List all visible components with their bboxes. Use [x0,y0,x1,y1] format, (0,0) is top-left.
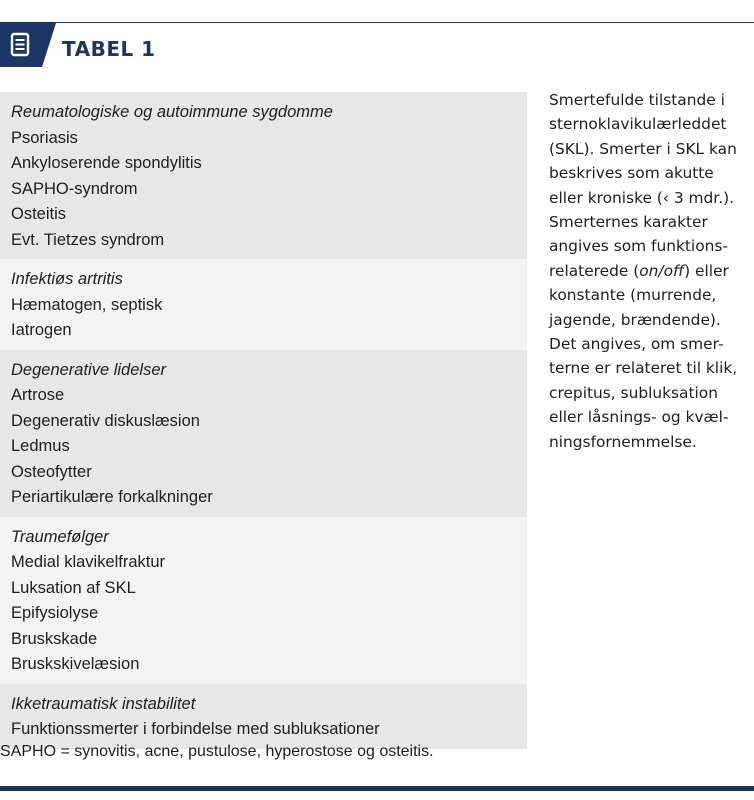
caption-line: terne er relateret til klik, [549,359,738,378]
section-item: Ankyloserende spondylitis [11,154,202,172]
section-item: Periartikulære forkalkninger [11,488,213,506]
caption-line: jagende, brændende). [549,310,721,329]
table-title: TABEL 1 [62,37,156,61]
caption-line: Det angives, om smer- [549,335,724,354]
caption-line: crepitus, subluksation [549,383,718,402]
caption-line [549,259,749,283]
caption-line: eller kroniske (‹ 3 mdr.). [549,188,735,207]
table-footnote: SAPHO = synovitis, acne, pustulose, hyperostose og osteitis. [0,743,434,760]
section-item: Epifysiolyse [11,604,99,622]
caption-line: Smerternes karakter [549,213,708,232]
section-item: Evt. Tietzes syndrom [11,230,165,249]
caption-line: angives som funktions- [549,237,728,256]
section-item: Degenerativ diskuslæsion [11,411,200,430]
caption-fragment: relaterede ( [549,261,640,280]
section-heading: Traumefølger [11,527,109,546]
section-item: Artrose [11,386,65,404]
section-heading: Degenerative lidelser [11,360,167,379]
caption-line: Smertefulde tilstande i [549,91,725,109]
section-item: SAPHO-syndrom [11,179,138,198]
caption-line: ningsfornemmelse. [549,432,697,451]
section-item: Osteofytter [11,462,92,481]
caption-fragment: ) eller [684,261,729,280]
section-heading: Ikketraumatisk instabilitet [11,694,196,713]
section-item: Osteitis [11,205,67,223]
caption-line: konstante (murrende, [549,286,717,305]
top-rule [0,22,754,23]
section-item: Psoriasis [11,128,78,147]
caption-line: (SKL). Smerter i SKL kan [549,139,737,158]
bottom-rule [0,786,754,791]
caption-text [549,88,749,454]
table-section [0,517,527,684]
section-item: Luksation af SKL [11,578,136,597]
document-list-icon [0,23,56,67]
table-section [0,259,527,350]
section-item: Medial klavikelfraktur [11,553,166,571]
table-section [0,684,527,749]
section-item: Iatrogen [11,321,72,339]
caption-emphasis: on/off [639,261,685,280]
caption-line: beskrives som akutte [549,164,714,183]
section-item: Funktionssmerter i forbindelse med subluksationer [11,720,380,738]
section-item: Hæmatogen, septisk [11,295,163,314]
section-item: Ledmus [11,437,70,455]
table-section [0,92,527,259]
section-item: Bruskskivelæsion [11,655,140,673]
section-heading: Infektiøs artritis [11,270,123,288]
conditions-table [0,92,527,749]
table-section [0,350,527,517]
section-heading: Reumatologiske og autoimmune sygdomme [11,103,333,121]
section-item: Bruskskade [11,629,98,648]
caption-line: eller låsnings- og kvæl- [549,408,729,427]
caption-line: sternoklavikulærleddet [549,115,727,134]
